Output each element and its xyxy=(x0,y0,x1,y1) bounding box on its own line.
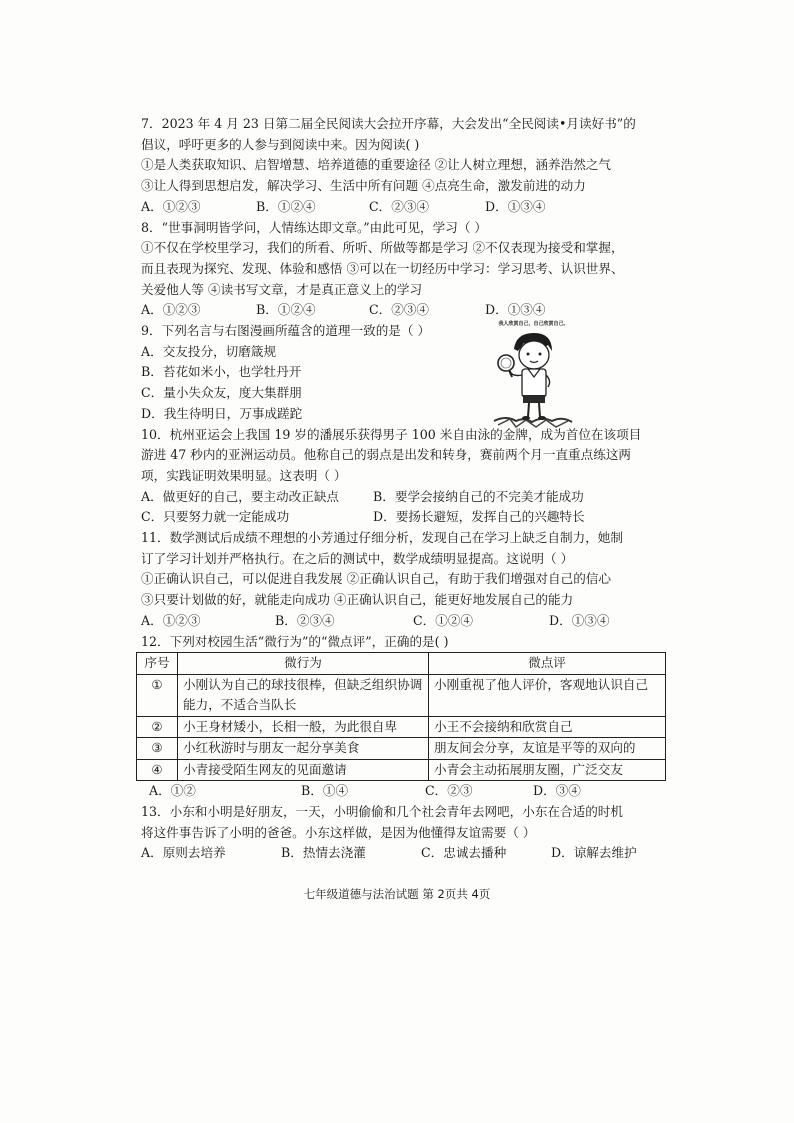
q13-option-c: C．忠诚去播种 xyxy=(421,845,507,861)
q8-options xyxy=(141,300,671,321)
table-row xyxy=(137,716,666,738)
q7-item-2: ③让人得到思想启发，解决学习、生活中所有问题 ④点亮生命，激发前进的动力 xyxy=(141,178,586,194)
table-row xyxy=(137,738,666,760)
q10-option-c: C．只要努力就一定能成功 xyxy=(141,509,290,525)
q7-stem-2: 倡议，呼吁更多的人参与到阅读中来。因为阅读( ) xyxy=(141,136,420,152)
question-10 xyxy=(141,425,671,528)
cartoon-boy-with-mirror-icon xyxy=(486,321,581,431)
exam-content xyxy=(141,114,671,864)
q12-options xyxy=(141,781,671,802)
q11-option-d: D．①③④ xyxy=(549,612,610,628)
cartoon-illustration xyxy=(486,321,581,431)
q11-item-1: ①正确认识自己，可以促进自我发展 ②正确认识自己，有助于我们增强对自己的信心 xyxy=(141,571,611,587)
q7-option-a: A．①②③ xyxy=(141,198,201,214)
table-cell-num: ④ xyxy=(137,759,178,781)
q8-item-2: 而且表现为探究、发现、体验和感悟 ③可以在一切经历中学习：学习思考、认识世界、 xyxy=(141,260,624,276)
table-cell-comment: 朋友间会分享，友谊是平等的双向的 xyxy=(429,738,666,760)
question-8 xyxy=(141,218,671,322)
q7-option-c: C．②③④ xyxy=(369,198,430,214)
q9-option-a: A．交友投分，切磨箴规 xyxy=(141,343,277,359)
q10-stem-2: 游进 47 秒内的亚洲运动员。他称自己的弱点是出发和转身，赛前两个月一直重点练这两 xyxy=(141,447,632,463)
question-7 xyxy=(141,114,671,218)
q10-option-b: B．要学会接纳自己的不完美才能成功 xyxy=(373,488,584,504)
question-12 xyxy=(141,632,671,802)
table-row xyxy=(137,759,666,781)
table-header-row xyxy=(137,653,666,675)
q12-stem: 12．下列对校园生活“微行为”的“微点评”，正确的是( ) xyxy=(141,633,449,649)
q13-option-d: D．谅解去维护 xyxy=(551,845,637,861)
q10-option-a: A．做更好的自己，要主动改正缺点 xyxy=(141,488,340,504)
q7-option-b: B．①②④ xyxy=(256,198,316,214)
table-cell-num: ② xyxy=(137,716,178,738)
question-13 xyxy=(141,802,671,864)
q12-option-b: B．①④ xyxy=(301,783,349,799)
q10-option-d: D．要扬长避短，发挥自己的兴趣特长 xyxy=(373,509,585,525)
q7-stem-1: 7．2023 年 4 月 23 日第二届全民阅读大会拉开序幕，大会发出“全民阅读•月读好书”的 xyxy=(141,116,636,131)
q11-option-b: B．②③④ xyxy=(275,612,335,628)
q10-stem-1: 10．杭州亚运会上我国 19 岁的潘展乐获得男子 100 米自由泳的金牌，成为首位在该项目 xyxy=(141,426,642,442)
q7-item-1: ①是人类获取知识、启智增慧、培养道德的重要途径 ②让人树立理想，涵养浩然之气 xyxy=(141,157,611,173)
q8-option-b: B．①②④ xyxy=(256,302,316,318)
q11-option-c: C．①②④ xyxy=(413,612,474,628)
q7-options xyxy=(141,197,671,218)
q13-stem-1: 13．小东和小明是好朋友，一天，小明偷偷和几个社会青年去网吧，小东在合适的时机 xyxy=(141,803,623,819)
q9-option-c: C．量小失众友，度大集群朋 xyxy=(141,385,302,401)
q13-options xyxy=(141,843,671,864)
q12-option-a: A．①② xyxy=(149,783,196,799)
question-9 xyxy=(141,321,671,425)
table-cell-comment: 小刚重视了他人评价，客观地认识自己 xyxy=(429,674,666,716)
table-header-act: 微行为 xyxy=(178,653,429,675)
q12-option-d: D．③④ xyxy=(533,783,581,799)
cartoon-caption: 我人欣赏自己，自己欣赏自己。 xyxy=(498,321,569,327)
q10-options-row-2 xyxy=(141,507,671,528)
table-cell-act: 小刚认为自己的球技很棒，但缺乏组织协调能力，不适合当队长 xyxy=(178,674,429,716)
q10-options-row-1 xyxy=(141,487,671,508)
q11-option-a: A．①②③ xyxy=(141,612,201,628)
q13-option-b: B．热情去浇灌 xyxy=(281,845,366,861)
table-cell-num: ③ xyxy=(137,738,178,760)
q7-option-d: D．①③④ xyxy=(485,198,546,214)
q9-stem: 9．下列名言与右图漫画所蕴含的道理一致的是（ ） xyxy=(141,323,431,338)
table-cell-comment: 小青会主动拓展朋友圈，广泛交友 xyxy=(429,759,666,781)
q11-stem-2: 订了学习计划并严格执行。在之后的测试中，数学成绩明显提高。这说明（ ） xyxy=(141,550,574,566)
table-row xyxy=(137,674,666,716)
table-cell-comment: 小王不会接纳和欣赏自己 xyxy=(429,716,666,738)
page-footer: 七年级道德与法治试题 第 2页共 4页 xyxy=(303,887,491,901)
table-header-num: 序号 xyxy=(137,653,178,675)
q8-stem-1: 8．“世事洞明皆学问，人情练达即文章。”由此可见，学习（ ） xyxy=(141,219,488,235)
q8-option-a: A．①②③ xyxy=(141,302,201,318)
q9-option-d: D．我生待明日，万事成蹉跎 xyxy=(141,405,303,421)
q13-option-a: A．原则去培养 xyxy=(141,845,226,861)
q8-option-c: C．②③④ xyxy=(369,302,430,318)
table-header-comment: 微点评 xyxy=(429,653,666,675)
q12-option-c: C．②③ xyxy=(425,783,473,799)
q11-stem-1: 11．数学测试后成绩不理想的小芳通过仔细分析，发现自己在学习上缺乏自制力，她制 xyxy=(141,530,623,545)
table-cell-num: ① xyxy=(137,674,178,716)
table-cell-act: 小青接受陌生网友的见面邀请 xyxy=(178,759,429,781)
q8-option-d: D．①③④ xyxy=(485,302,546,318)
table-cell-act: 小红秋游时与朋友一起分享美食 xyxy=(178,738,429,760)
q11-options xyxy=(141,611,671,632)
micro-behavior-table xyxy=(136,652,666,781)
table-cell-act: 小王身材矮小，长相一般，为此很自卑 xyxy=(178,716,429,738)
q10-stem-3: 项，实践证明效果明显。这表明（ ） xyxy=(141,467,347,483)
q13-stem-2: 将这件事告诉了小明的爸爸。小东这样做，是因为他懂得友谊需要（ ） xyxy=(141,824,536,840)
q11-item-2: ③只要计划做的好，就能走向成功 ④正确认识自己，能更好地发展自己的能力 xyxy=(141,592,574,608)
question-11 xyxy=(141,528,671,632)
q8-item-3: 关爱他人等 ④读书写文章，才是真正意义上的学习 xyxy=(141,281,423,297)
q8-item-1: ①不仅在学校里学习，我们的所看、所听、所做等都是学习 ②不仅表现为接受和掌握， xyxy=(141,240,624,256)
q9-option-b: B．苔花如米小，也学牡丹开 xyxy=(141,364,302,380)
